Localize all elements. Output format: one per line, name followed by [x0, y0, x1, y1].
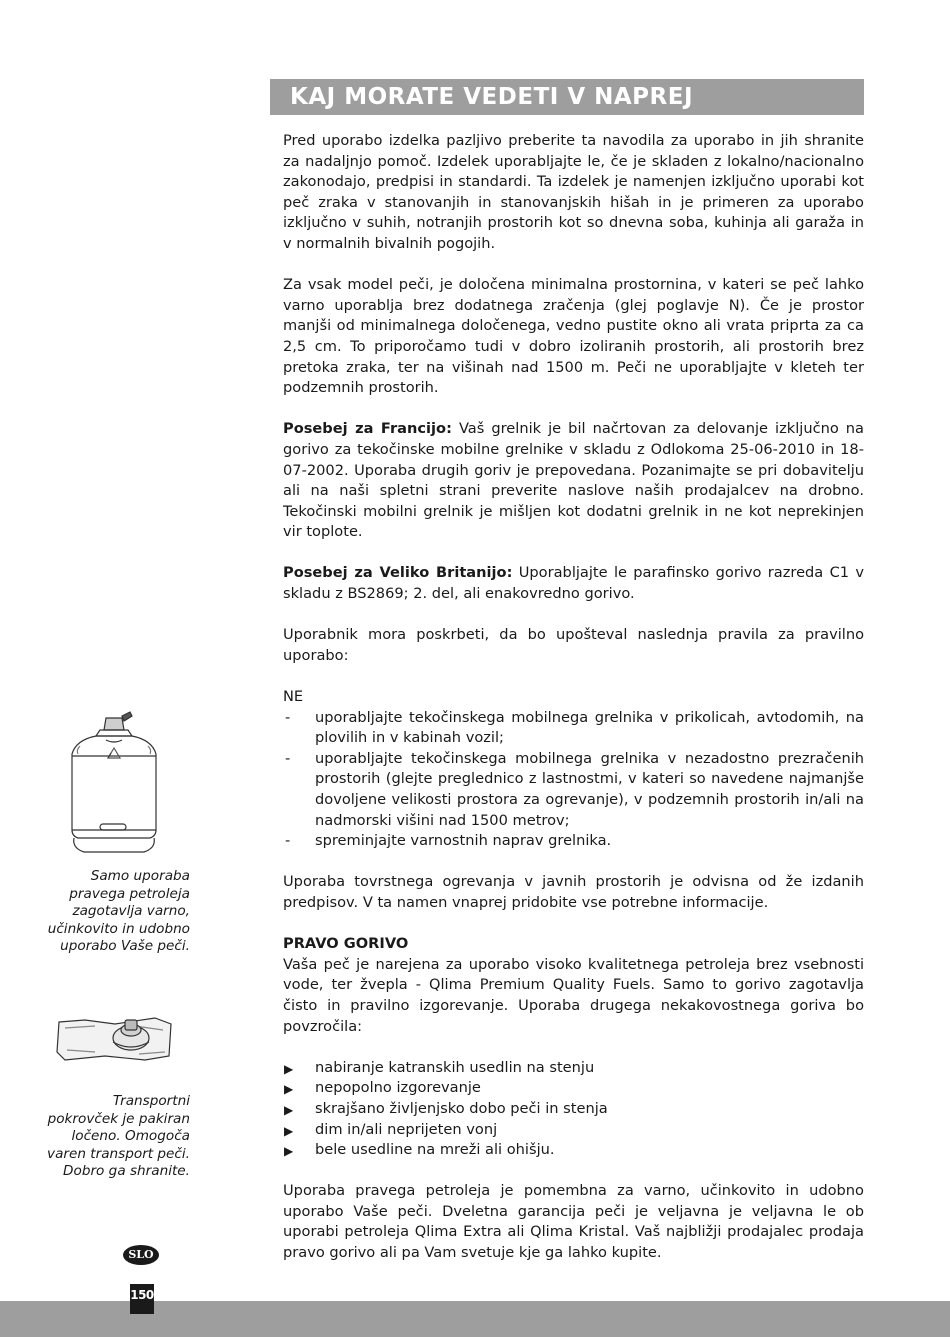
list-item: - uporabljajte tekočinskega mobilnega grelnika v prikolicah, avtodomih, na plovilih in v kabinah vozil; — [283, 708, 864, 749]
ne-list — [283, 708, 864, 852]
page-number: 150 — [130, 1284, 154, 1314]
list-item: - uporabljajte tekočinskega mobilnega grelnika v nezadostno prezračenih prostorih (glejte preglednico z lastnostmi, v kateri so navedene najmanjše dovoljene velikosti prostora za ogrevanje), v podzemnih prostorih in/ali na nadmorski višini nad 1500 metrov; — [283, 749, 864, 831]
rules-intro: Uporabnik mora poskrbeti, da bo upošteval naslednja pravila za pravilno uporabo: — [283, 626, 864, 664]
france-label: Posebej za Francijo: — [283, 420, 452, 438]
list-item: ▶ dim in/ali neprijeten vonj — [283, 1120, 864, 1141]
language-badge: SLO — [123, 1245, 159, 1265]
uk-text: Uporabljajte le parafinsko gorivo razreda C1 v skladu z BS2869; 2. del, ali enakovredno gorivo. — [283, 564, 864, 603]
fuel-heading: PRAVO GORIVO — [283, 935, 409, 953]
uk-label: Posebej za Veliko Britanijo: — [283, 564, 513, 582]
section-header-bar — [270, 79, 864, 115]
warranty-paragraph: Uporaba pravega petroleja je pomembna za varno, učinkovito in udobno uporabo Vaše peči. Dveletna garancija peči je veljavna je veljavna le ob uporabi petroleja Qlima Extra ali Qlima Kristal. Vaš najbližji prodajalec prodaja pravo gorivo ali pa Vam svetuje kje ga lahko kupite. — [283, 1182, 864, 1262]
main-content — [283, 131, 864, 1284]
fuel-can-caption: Samo uporaba pravega petroleja zagotavlja varno, učinkovito in udobno uporabo Vaše peči. — [47, 868, 190, 954]
france-paragraph — [283, 419, 864, 543]
list-item: ▶ bele usedline na mreži ali ohišju. — [283, 1140, 864, 1161]
list-item: ▶ nabiranje katranskih usedlin na stenju — [283, 1058, 864, 1079]
room-volume-paragraph: Za vsak model peči, je določena minimalna prostornina, v kateri se peč lahko varno uporablja brez dodatnega zračenja (glej poglavje N). Če je prostor manjši od minimalnega določenega, vedno pustite okno ali vrata priprta za ca 2,5 cm. To priporočamo tudi v dobro izoliranih prostorih, ali prostorih brez pretoka zraka, ter na višinah nad 1500 m. Peči ne uporabljajte v kleteh ter podzemnih prostorih. — [283, 276, 864, 397]
section-title: KAJ MORATE VEDETI V NAPREJ — [290, 84, 694, 110]
uk-paragraph — [283, 563, 864, 604]
public-spaces-paragraph: Uporaba tovrstnega ogrevanja v javnih prostorih je odvisna od že izdanih predpisov. V ta namen vnaprej pridobite vse potrebne informacije. — [283, 873, 864, 911]
fuel-paragraph: Vaša peč je narejena za uporabo visoko kvalitetnega petroleja brez vsebnosti vode, ter žvepla - Qlima Premium Quality Fuels. Samo to gorivo zagotavlja čisto in pravilno izgorevanje. Uporaba drugega nekakovostnega goriva bo povzročila: — [283, 955, 864, 1035]
list-item: - spreminjajte varnostnih naprav grelnika. — [283, 831, 864, 852]
transport-cap-caption: Transportni pokrovček je pakiran ločeno. Omogoča varen transport peči. Dobro ga shranite. — [47, 1093, 190, 1179]
ne-label: NE — [283, 688, 304, 706]
list-item: ▶ skrajšano življenjsko dobo peči in stenja — [283, 1099, 864, 1120]
intro-paragraph: Pred uporabo izdelka pazljivo preberite ta navodila za uporabo in jih shranite za nadaljnjo pomoč. Izdelek uporabljajte le, če je skladen z lokalno/nacionalno zakonodajo, predpisi in standardi. Ta izdelek je namenjen izključno uporabi kot peč zraka v stanovanjih in stanovanjskih hišah in je primeren za uporabo izključno v suhih, notranjih prostorih kot so dnevna soba, kuhinja ali garaža in v normalnih bivalnih pogojih. — [283, 132, 864, 252]
fuel-can-illustration — [66, 710, 162, 858]
france-text: Vaš grelnik je bil načrtovan za delovanje izključno na gorivo za tekočinske mobilne grelnike v skladu z Odlokoma 25-06-2010 in 18-07-2002. Uporaba drugih goriv je prepovedana. Pozanimajte se pri dobavitelju ali na naši spletni strani preverite naslove naših prodajalcev na drobno. Tekočinski mobilni grelnik je mišljen kot dodatni grelnik in ne kot neprekinjen vir toplote. — [283, 420, 864, 541]
fuel-effects-list — [283, 1058, 864, 1161]
list-item: ▶ nepopolno izgorevanje — [283, 1078, 864, 1099]
transport-cap-illustration — [55, 1012, 175, 1064]
